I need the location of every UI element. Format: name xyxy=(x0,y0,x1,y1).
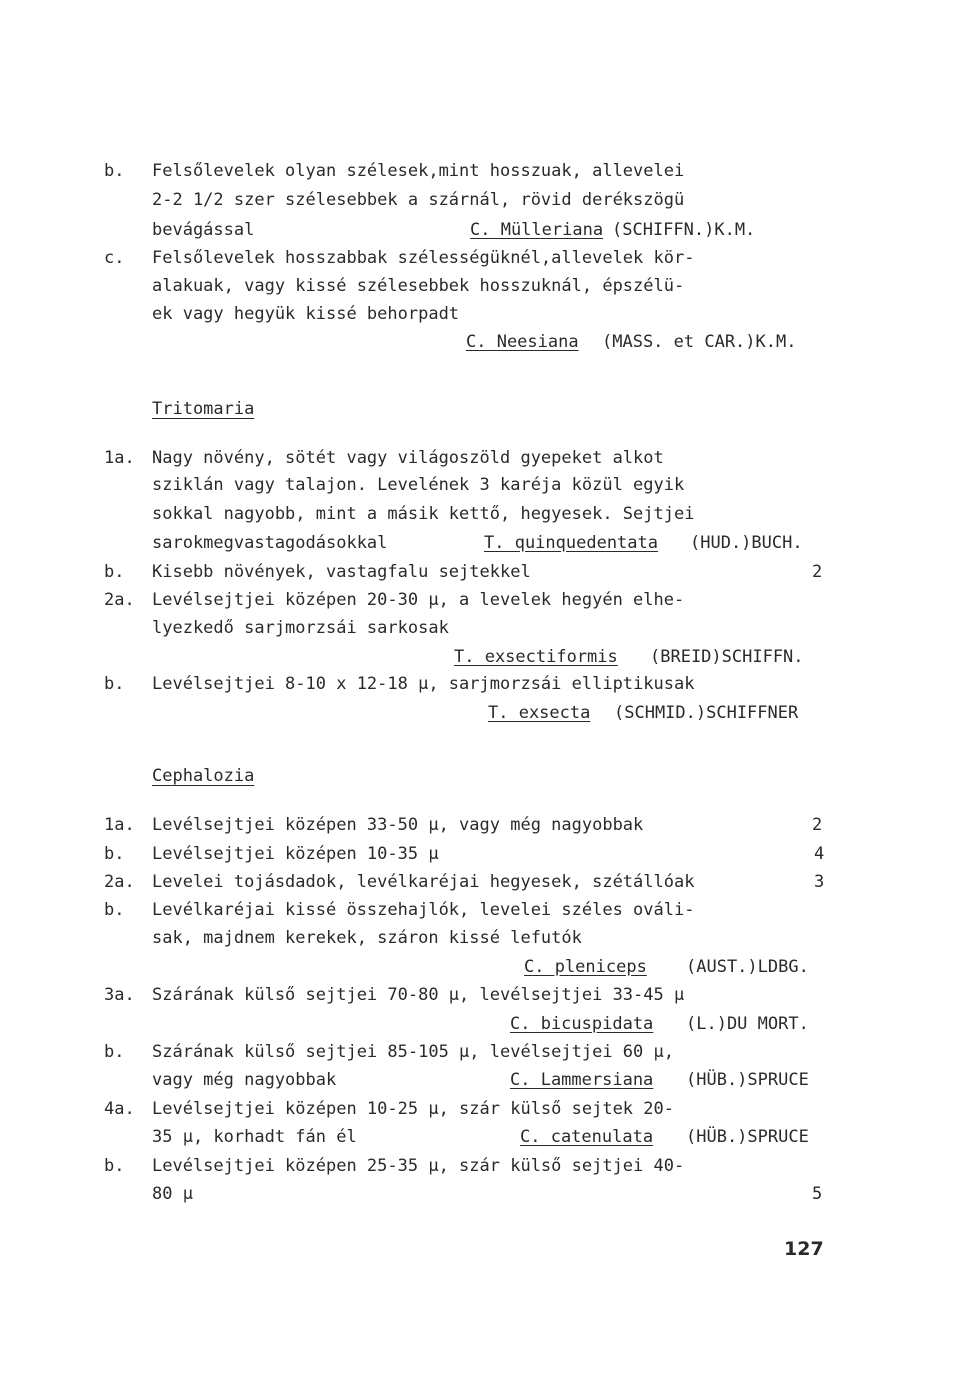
key-text: Felsőlevelek hosszabbak szélességüknél,allevelek kör- xyxy=(152,248,695,268)
genus-heading: Cephalozia xyxy=(152,766,255,786)
key-text: Levélsejtjei középen 10-35 µ xyxy=(152,844,439,864)
key-text: Szárának külső sejtjei 85-105 µ, levélsejtjei 60 µ, xyxy=(152,1042,674,1062)
taxon-author: (HÜB.)SPRUCE xyxy=(686,1127,809,1147)
taxon-author: (BREID)SCHIFFN. xyxy=(650,647,804,667)
taxon-name: C. Neesiana xyxy=(466,332,579,352)
key-text: Levélsejtjei középen 20-30 µ, a levelek hegyén elhe- xyxy=(152,590,685,610)
taxon-author: (HÜB.)SPRUCE xyxy=(686,1070,809,1090)
key-label: b. xyxy=(104,1156,125,1176)
lead-number: 2 xyxy=(812,815,823,835)
key-text: Levélsejtjei középen 33-50 µ, vagy még nagyobbak xyxy=(152,815,644,835)
lead-number: 2 xyxy=(812,562,823,582)
key-text: sokkal nagyobb, mint a másik kettő, hegyesek. Sejtjei xyxy=(152,504,695,524)
taxon-author: (L.)DU MORT. xyxy=(686,1014,809,1034)
taxon-author: (SCHMID.)SCHIFFNER xyxy=(614,703,799,723)
lead-number: 5 xyxy=(812,1184,823,1204)
key-label: 2a. xyxy=(104,590,135,610)
key-label: 1a. xyxy=(104,448,135,468)
key-label: 4a. xyxy=(104,1099,135,1119)
key-text: sziklán vagy talajon. Levelének 3 karéja közül egyik xyxy=(152,475,685,495)
key-label: b. xyxy=(104,844,125,864)
taxon-name: C. pleniceps xyxy=(524,957,647,977)
key-text: sak, majdnem kerekek, száron kissé lefutók xyxy=(152,928,582,948)
page-number: 127 xyxy=(784,1238,824,1260)
taxon-author: (AUST.)LDBG. xyxy=(686,957,809,977)
key-text: 2-2 1/2 szer szélesebbek a szárnál, rövid derékszögü xyxy=(152,190,685,210)
genus-heading: Tritomaria xyxy=(152,399,255,419)
key-label: b. xyxy=(104,900,125,920)
taxon-author: (HUD.)BUCH. xyxy=(690,533,803,553)
taxon-name: C. catenulata xyxy=(520,1127,654,1147)
key-label: 1a. xyxy=(104,815,135,835)
key-text: 35 µ, korhadt fán él xyxy=(152,1127,357,1147)
taxon-name: T. exsecta xyxy=(488,703,591,723)
key-label: b. xyxy=(104,1042,125,1062)
key-text: vagy még nagyobbak xyxy=(152,1070,337,1090)
key-label: b. xyxy=(104,674,125,694)
key-label: b. xyxy=(104,161,125,181)
key-text: 80 µ xyxy=(152,1184,193,1204)
key-text: Levelei tojásdadok, levélkaréjai hegyesek, szétállóak xyxy=(152,872,695,892)
key-text: ek vagy hegyük kissé behorpadt xyxy=(152,304,460,324)
taxon-name: C. Mülleriana xyxy=(470,220,604,240)
taxon-name: T. exsectiformis xyxy=(454,647,618,667)
key-label: 3a. xyxy=(104,985,135,1005)
key-text: bevágással xyxy=(152,220,255,240)
key-text: lyezkedő sarjmorzsái sarkosak xyxy=(152,618,449,638)
taxon-name: C. Lammersiana xyxy=(510,1070,654,1090)
taxon-name: C. bicuspidata xyxy=(510,1014,654,1034)
key-label: b. xyxy=(104,562,125,582)
lead-number: 4 xyxy=(814,844,825,864)
key-text: Levélkaréjai kissé összehajlók, levelei széles ováli- xyxy=(152,900,695,920)
key-text: Felsőlevelek olyan szélesek,mint hosszuak, allevelei xyxy=(152,161,685,181)
taxon-author: (MASS. et CAR.)K.M. xyxy=(602,332,797,352)
key-text: sarokmegvastagodásokkal xyxy=(152,533,388,553)
key-label: 2a. xyxy=(104,872,135,892)
key-text: Kisebb növények, vastagfalu sejtekkel xyxy=(152,562,531,582)
key-text: alakuak, vagy kissé szélesebbek hosszuknál, épszélü- xyxy=(152,276,685,296)
key-text: Levélsejtjei középen 25-35 µ, szár külső sejtjei 40- xyxy=(152,1156,685,1176)
taxon-author: (SCHIFFN.)K.M. xyxy=(612,220,756,240)
key-label: c. xyxy=(104,248,125,268)
lead-number: 3 xyxy=(814,872,825,892)
key-text: Levélsejtjei 8-10 x 12-18 µ, sarjmorzsái elliptikusak xyxy=(152,674,695,694)
key-text: Nagy növény, sötét vagy világoszöld gyepeket alkot xyxy=(152,448,664,468)
key-text: Szárának külső sejtjei 70-80 µ, levélsejtjei 33-45 µ xyxy=(152,985,685,1005)
key-text: Levélsejtjei középen 10-25 µ, szár külső sejtek 20- xyxy=(152,1099,674,1119)
taxon-name: T. quinquedentata xyxy=(484,533,658,553)
